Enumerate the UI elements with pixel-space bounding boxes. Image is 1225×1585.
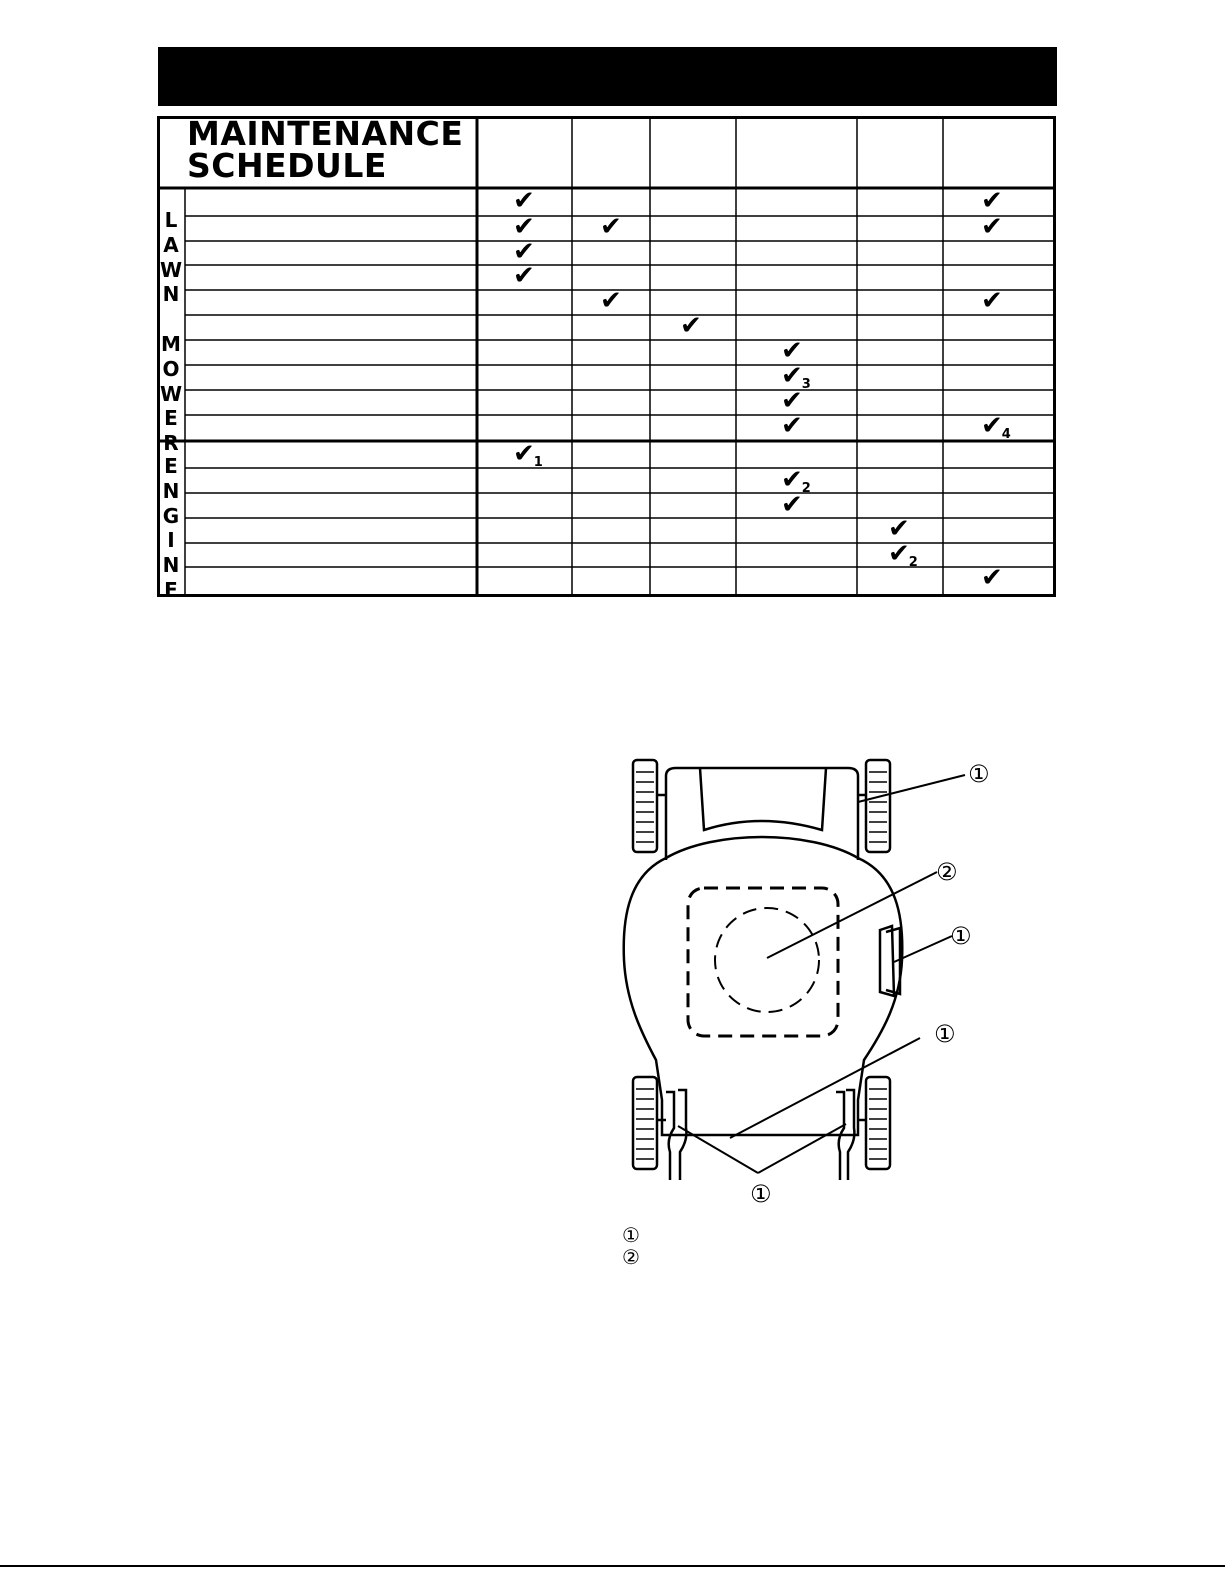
- lawn-mower-letter-0: L: [164, 208, 178, 232]
- check-mark: ✔: [888, 514, 910, 544]
- page-bottom-rule: [0, 1565, 1225, 1567]
- check-mark-footnote: 3: [801, 377, 811, 392]
- check-mark: ✔: [680, 311, 702, 341]
- blade-circle-outline: [715, 908, 819, 1012]
- legend-item-2-marker: ②: [622, 1245, 640, 1269]
- check-mark: $✔_4$: [981, 411, 1011, 442]
- check-mark: ✔: [513, 186, 535, 216]
- schedule-title-line1: MAINTENANCE: [187, 114, 464, 153]
- check-mark-footnote: 4: [1001, 427, 1011, 442]
- lawn-mower-vertical-label: [160, 208, 182, 456]
- check-mark: ✔: [981, 286, 1003, 316]
- schedule-title: [187, 114, 464, 185]
- check-mark: $✔_2$: [781, 465, 811, 496]
- maintenance-schedule-grid: [157, 116, 1056, 597]
- lawn-mower-letter-8: E: [164, 406, 178, 431]
- lawn-mower-letter-1: A: [163, 232, 179, 257]
- check-mark: ✔: [781, 386, 803, 416]
- check-mark: ✔: [781, 411, 803, 441]
- lawn-mower-letter-9: R: [163, 431, 179, 456]
- check-mark: $✔_2$: [888, 539, 918, 570]
- lawn-mower-letter-3: N: [162, 282, 180, 307]
- check-mark: ✔: [513, 261, 535, 291]
- lawn-mower-letter-4: [160, 307, 182, 332]
- schedule-title-line2: SCHEDULE: [187, 146, 387, 185]
- check-mark: ✔: [600, 212, 622, 242]
- check-mark: ✔: [981, 212, 1003, 242]
- engine-letter-2: G: [162, 503, 180, 528]
- lawn-mower-letter-5: M: [161, 331, 181, 356]
- legend-item-1-marker: ①: [622, 1223, 640, 1247]
- blade-housing-outline: [688, 888, 838, 1036]
- mower-underside-diagram: [600, 740, 1020, 1220]
- engine-vertical-label: [160, 454, 182, 603]
- mower-deck-outline: [624, 837, 903, 1135]
- check-mark: ✔: [981, 186, 1003, 216]
- lawn-mower-letter-6: O: [162, 356, 180, 381]
- front-right-wheel: [866, 760, 890, 852]
- engine-letter-5: E: [164, 577, 178, 602]
- check-mark: $✔_1$: [513, 439, 543, 470]
- check-mark: ✔: [781, 490, 803, 520]
- lawn-mower-letter-2: W: [160, 257, 183, 282]
- lawn-mower-letter-7: W: [160, 381, 183, 406]
- rear-right-wheel: [866, 1077, 890, 1169]
- check-mark-footnote: 2: [801, 481, 811, 496]
- check-mark: $✔_3$: [781, 361, 811, 392]
- diagram-legend: [622, 1224, 640, 1268]
- engine-letter-0: E: [164, 454, 178, 478]
- rear-left-wheel: [633, 1077, 657, 1169]
- callout-2-blade: ②: [936, 858, 958, 886]
- check-mark-footnote: 2: [908, 555, 918, 570]
- header-bar: [158, 47, 1057, 106]
- callout-1-bottom: ①: [750, 1180, 772, 1208]
- check-mark: ✔: [981, 563, 1003, 593]
- check-mark-footnote: 1: [533, 455, 543, 470]
- check-mark: ✔: [600, 286, 622, 316]
- check-mark: ✔: [513, 212, 535, 242]
- callout-1-rear-right: ①: [968, 760, 990, 788]
- check-mark: ✔: [781, 336, 803, 366]
- engine-letter-1: N: [162, 478, 180, 503]
- callout-1-side: ①: [950, 922, 972, 950]
- engine-letter-3: I: [167, 528, 175, 553]
- check-mark: ✔: [513, 237, 535, 267]
- front-left-wheel: [633, 760, 657, 852]
- callout-1-rear: ①: [934, 1020, 956, 1048]
- engine-letter-4: N: [162, 553, 180, 578]
